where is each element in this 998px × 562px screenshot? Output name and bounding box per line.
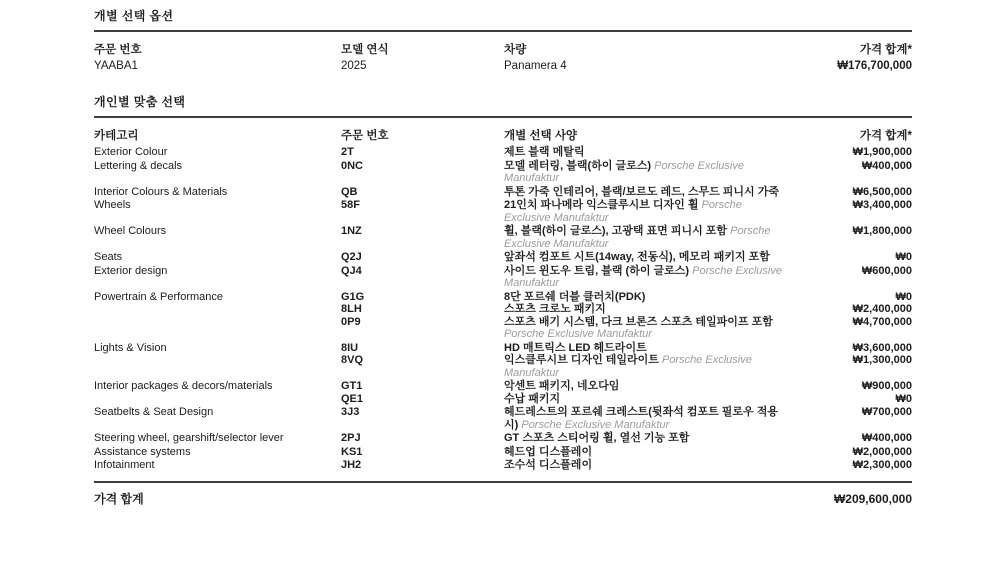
option-group <box>94 380 912 405</box>
section1-title: 개별 선택 옵션 <box>94 9 174 23</box>
vehicle-table-header <box>94 44 912 57</box>
model-year-value: 2025 <box>341 60 367 72</box>
option-code-cell: 8IU <box>341 341 359 354</box>
option-description-cell <box>504 459 800 472</box>
option-description-cell <box>504 186 800 199</box>
total-label: 가격 합계 <box>94 491 144 506</box>
option-description-cell <box>504 446 800 459</box>
option-description-text: 모델 레터링, 블랙(하이 글로스) <box>504 159 652 172</box>
option-group <box>94 291 912 341</box>
option-description-text: 스포츠 배기 시스템, 다크 브론즈 스포츠 테일파이프 포함 <box>504 315 773 328</box>
category-cell: Exterior Colour <box>94 146 168 158</box>
header-option-order-no: 주문 번호 <box>341 130 389 142</box>
option-group <box>94 446 912 459</box>
document-footer <box>94 481 912 506</box>
category-cell: Interior Colours & Materials <box>94 185 228 198</box>
porsche-exclusive-manufaktur-label: Porsche Exclusive Manufaktur <box>504 264 782 289</box>
option-description-text: HD 매트릭스 LED 헤드라이트 <box>504 341 647 354</box>
option-description-cell <box>504 393 800 406</box>
option-price-cell: ₩0 <box>895 290 912 303</box>
option-price-cell: ₩900,000 <box>861 380 912 392</box>
header-category: 카테고리 <box>94 130 139 142</box>
option-price-cell: ₩400,000 <box>861 159 912 172</box>
porsche-exclusive-manufaktur-label: Porsche Exclusive Manufaktur <box>504 225 771 250</box>
category-cell: Lettering & decals <box>94 159 183 172</box>
option-group <box>94 342 912 380</box>
options-table-header <box>94 130 912 143</box>
category-cell: Assistance systems <box>94 445 191 458</box>
option-code-cell: 58F <box>341 199 360 211</box>
option-group <box>94 146 912 159</box>
option-code-cell: 2T <box>341 146 354 158</box>
order-no-value: YAABA1 <box>94 60 138 72</box>
option-description-text: GT 스포츠 스티어링 휠, 열선 기능 포함 <box>504 432 690 444</box>
option-code-cell: KS1 <box>341 445 363 458</box>
option-description-text: 스포츠 크로노 패키지 <box>504 303 606 315</box>
option-code-cell: 1NZ <box>341 225 362 237</box>
options-table-body <box>94 146 912 472</box>
option-description-cell <box>504 316 800 341</box>
category-cell: Powertrain & Performance <box>94 290 223 303</box>
document-content <box>94 7 912 506</box>
option-code-cell: 3J3 <box>341 406 360 418</box>
option-description-cell <box>504 146 800 159</box>
category-cell: Seats <box>94 251 123 263</box>
option-row <box>94 265 912 290</box>
option-description-cell <box>504 251 800 264</box>
section2-title: 개인별 맞춤 선택 <box>94 95 186 109</box>
option-row <box>94 291 912 304</box>
option-price-cell: ₩700,000 <box>861 406 912 418</box>
option-code-cell: 0NC <box>341 159 364 172</box>
option-price-cell: ₩400,000 <box>861 432 912 444</box>
header-price-total: 가격 합계* <box>859 44 912 56</box>
option-group <box>94 251 912 264</box>
option-description-cell <box>504 406 800 431</box>
header-model-year: 모델 연식 <box>341 44 389 56</box>
category-cell: Infotainment <box>94 459 155 471</box>
option-row <box>94 393 912 406</box>
option-price-cell: ₩2,300,000 <box>852 459 912 471</box>
option-price-cell: ₩6,500,000 <box>852 185 912 198</box>
porsche-exclusive-manufaktur-label: Porsche Exclusive Manufaktur <box>504 159 744 184</box>
total-value: ₩209,600,000 <box>833 491 912 506</box>
option-description-cell <box>504 342 800 355</box>
option-code-cell: JH2 <box>341 459 362 471</box>
option-code-cell: QB <box>341 185 358 198</box>
option-price-cell: ₩2,400,000 <box>852 303 912 315</box>
option-row <box>94 406 912 431</box>
option-code-cell: GT1 <box>341 380 363 392</box>
option-row <box>94 459 912 472</box>
option-description-cell <box>504 380 800 393</box>
option-description-cell <box>504 160 800 185</box>
category-cell: Exterior design <box>94 264 168 277</box>
category-cell: Seatbelts & Seat Design <box>94 406 214 418</box>
option-price-cell: ₩1,800,000 <box>852 225 912 237</box>
option-group <box>94 432 912 445</box>
option-row <box>94 446 912 459</box>
option-code-cell: QE1 <box>341 392 364 405</box>
porsche-exclusive-manufaktur-label: Porsche Exclusive Manufaktur <box>518 418 670 431</box>
category-cell: Steering wheel, gearshift/selector lever <box>94 432 284 444</box>
option-description-cell <box>504 265 800 290</box>
option-description-text: 앞좌석 컴포트 시트(14way, 전동식), 메모리 패키지 포함 <box>504 251 770 263</box>
option-row <box>94 186 912 199</box>
vehicle-value: Panamera 4 <box>504 60 567 72</box>
option-code-cell: 2PJ <box>341 432 361 444</box>
option-description-text: 익스클루시브 디자인 테일라이트 <box>504 354 659 366</box>
section-personal-selection <box>94 93 912 472</box>
option-code-cell: QJ4 <box>341 264 362 277</box>
option-description-cell <box>504 303 800 316</box>
option-code-cell: Q2J <box>341 251 362 263</box>
option-price-cell: ₩3,600,000 <box>852 341 912 354</box>
option-price-cell: ₩0 <box>895 392 912 405</box>
category-cell: Wheels <box>94 199 131 211</box>
option-description-cell <box>504 225 800 250</box>
option-description-text: 사이드 윈도우 트림, 블랙 (하이 글로스) <box>504 264 690 277</box>
option-code-cell: 8VQ <box>341 354 364 366</box>
option-description-text: 수납 패키지 <box>504 392 561 405</box>
option-description-text: 악센트 패키지, 네오다임 <box>504 380 620 392</box>
option-code-cell: 0P9 <box>341 315 361 328</box>
option-description-cell <box>504 354 800 379</box>
section-individual-options <box>94 7 912 73</box>
option-description-text: 제트 블랙 메탈릭 <box>504 146 585 158</box>
option-row <box>94 354 912 379</box>
option-row <box>94 380 912 393</box>
option-description-cell <box>504 199 800 224</box>
base-price-value: ₩176,700,000 <box>837 60 912 72</box>
option-row <box>94 432 912 445</box>
option-description-text: 헤드레스트의 포르쉐 크레스트(뒷좌석 컴포트 필로우 적용 시) <box>504 406 778 431</box>
option-group <box>94 406 912 431</box>
porsche-exclusive-manufaktur-label: Porsche Exclusive Manufaktur <box>504 354 752 379</box>
option-price-cell: ₩4,700,000 <box>852 315 912 328</box>
option-price-cell: ₩1,300,000 <box>852 354 912 366</box>
option-description-text: 21인치 파나메라 익스클루시브 디자인 휠 <box>504 199 699 211</box>
option-price-cell: ₩600,000 <box>861 264 912 277</box>
option-group <box>94 160 912 185</box>
option-description-text: 투톤 가죽 인테리어, 블랙/보르도 레드, 스무드 피니시 가죽 <box>504 185 779 198</box>
option-row <box>94 251 912 264</box>
option-description-text: 헤드업 디스플레이 <box>504 445 593 458</box>
vehicle-table-values <box>94 60 912 73</box>
option-group <box>94 265 912 290</box>
option-description-cell <box>504 432 800 445</box>
option-row <box>94 225 912 250</box>
section1-divider <box>94 30 912 32</box>
option-group <box>94 199 912 224</box>
option-price-cell: ₩1,900,000 <box>852 146 912 158</box>
option-description-text: 조수석 디스플레이 <box>504 459 593 471</box>
option-price-cell: ₩2,000,000 <box>852 445 912 458</box>
option-row <box>94 199 912 224</box>
porsche-exclusive-manufaktur-label: Porsche Exclusive Manufaktur <box>504 199 742 224</box>
option-row <box>94 303 912 316</box>
header-option-spec: 개별 선택 사양 <box>504 130 578 142</box>
option-group <box>94 186 912 199</box>
option-row <box>94 146 912 159</box>
category-cell: Lights & Vision <box>94 341 167 354</box>
category-cell: Interior packages & decors/materials <box>94 380 273 392</box>
option-group <box>94 459 912 472</box>
option-row <box>94 160 912 185</box>
option-code-cell: 8LH <box>341 303 362 315</box>
option-code-cell: G1G <box>341 290 365 303</box>
option-description-cell <box>504 291 800 304</box>
section2-divider <box>94 116 912 118</box>
category-cell: Wheel Colours <box>94 225 167 237</box>
total-divider <box>94 481 912 483</box>
option-description-text: 휠, 블랙(하이 글로스), 고광택 표면 피니시 포함 <box>504 225 728 237</box>
header-vehicle: 차량 <box>504 44 527 56</box>
option-price-cell: ₩0 <box>895 251 912 263</box>
option-group <box>94 225 912 250</box>
option-row <box>94 342 912 355</box>
porsche-exclusive-manufaktur-label: Porsche Exclusive Manufaktur <box>504 328 652 340</box>
header-order-no: 주문 번호 <box>94 44 142 56</box>
total-row <box>94 492 912 506</box>
option-row <box>94 316 912 341</box>
header-option-price: 가격 합계* <box>859 130 912 142</box>
option-price-cell: ₩3,400,000 <box>852 199 912 211</box>
option-description-text: 8단 포르쉐 더블 클러치(PDK) <box>504 290 646 303</box>
